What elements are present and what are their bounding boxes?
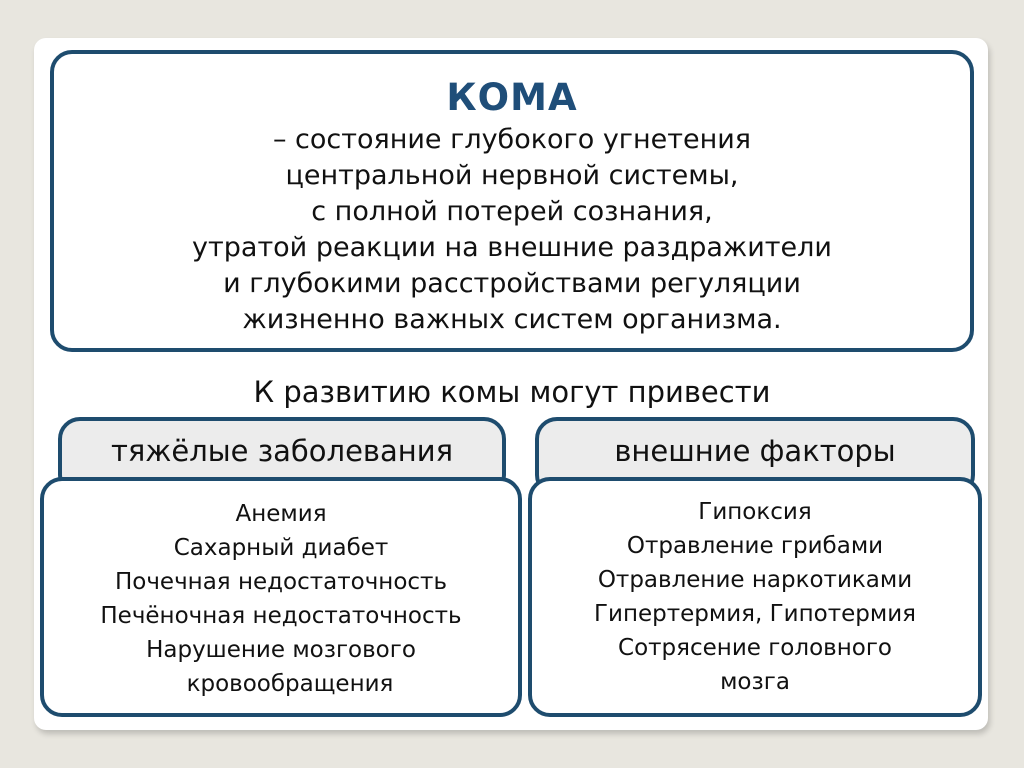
list-item: Сахарный диабет bbox=[173, 535, 389, 561]
definition-line: центральной нервной системы, bbox=[285, 160, 739, 191]
external-factors-list bbox=[528, 477, 982, 717]
severe-diseases-list bbox=[40, 477, 522, 717]
definition-line: жизненно важных систем организма. bbox=[242, 304, 782, 335]
list-item: Отравление наркотиками bbox=[597, 567, 913, 593]
list-item: Анемия bbox=[235, 501, 327, 527]
definition-line: с полной потерей сознания, bbox=[311, 196, 713, 227]
definition-line: – состояние глубокого угнетения bbox=[272, 124, 752, 155]
list-item: Отравление грибами bbox=[626, 533, 884, 559]
definition-text bbox=[54, 122, 970, 338]
definition-box bbox=[50, 50, 974, 352]
severe-diseases-header: тяжёлые заболевания bbox=[58, 417, 506, 497]
definition-title: КОМА bbox=[446, 76, 578, 119]
causes-subtitle: К развитию комы могут привести bbox=[253, 375, 771, 409]
list-item: Сотрясение головного bbox=[618, 635, 892, 661]
list-item: Нарушение мозгового bbox=[146, 637, 416, 663]
list-item: мозга bbox=[720, 669, 790, 695]
list-item: Почечная недостаточность bbox=[114, 569, 448, 595]
definition-line: утратой реакции на внешние раздражители bbox=[192, 232, 832, 263]
list-item: Гипертермия, Гипотермия bbox=[593, 601, 917, 627]
definition-line: и глубокими расстройствами регуляции bbox=[223, 268, 801, 299]
list-item: Печёночная недостаточность bbox=[100, 603, 462, 629]
list-item: кровообращения bbox=[186, 671, 394, 697]
external-factors-header: внешние факторы bbox=[535, 417, 975, 497]
list-item: Гипоксия bbox=[698, 499, 812, 525]
